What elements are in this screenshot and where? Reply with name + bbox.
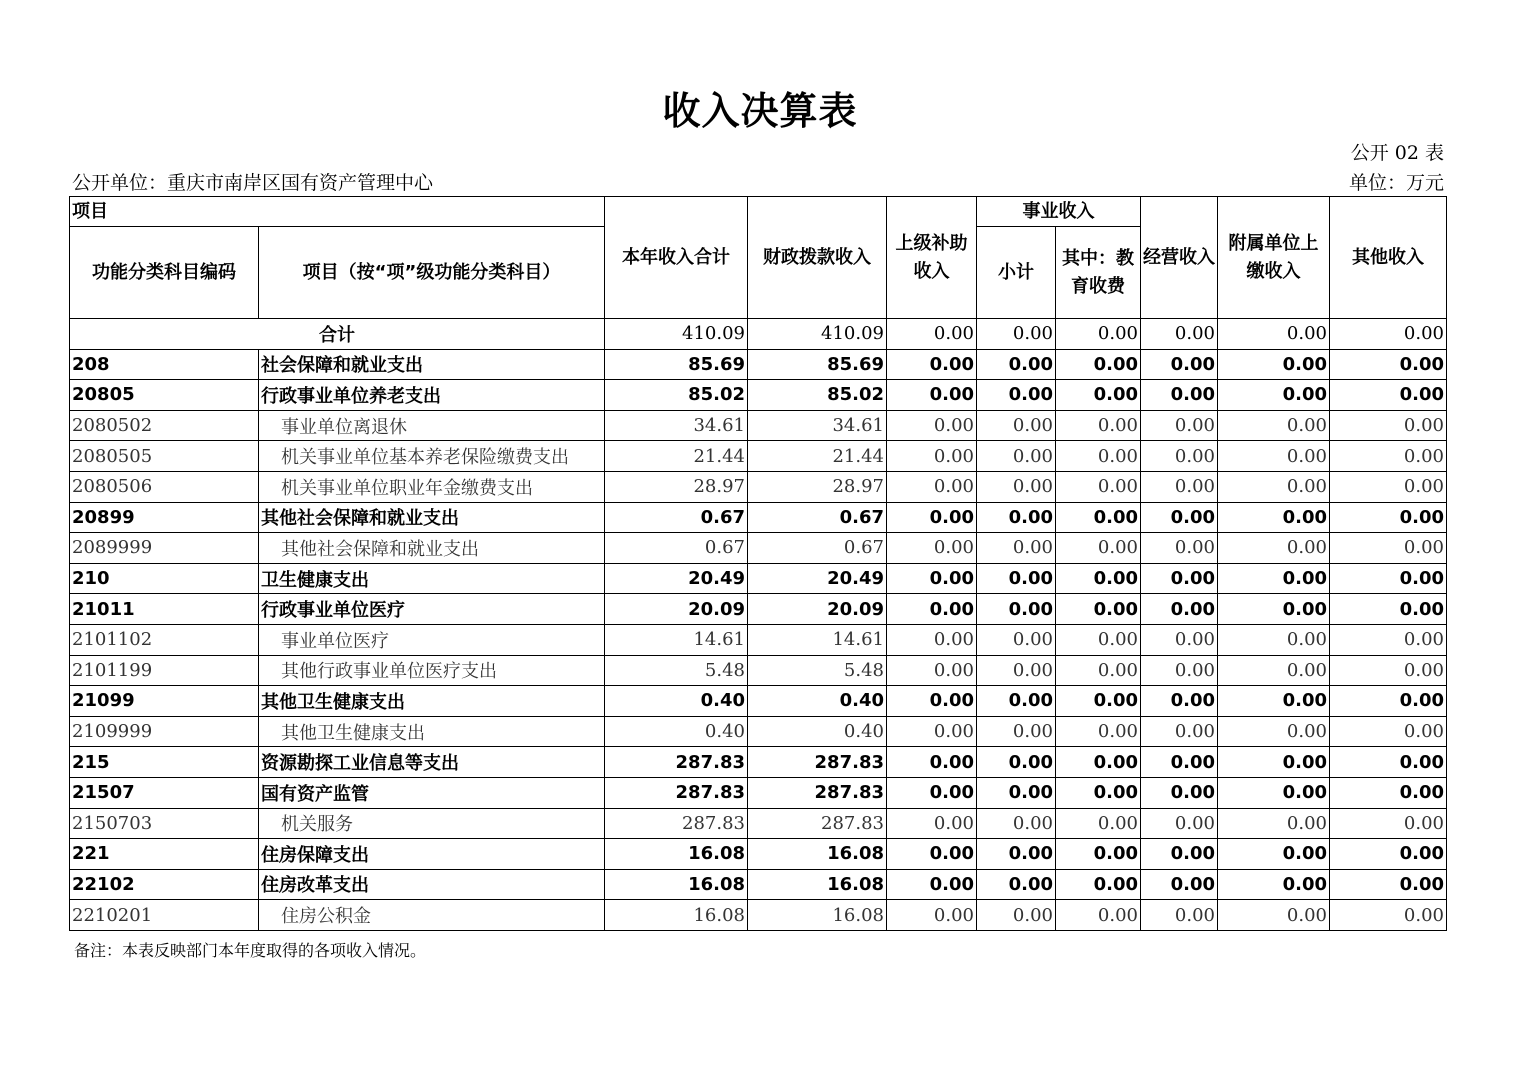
row-value: 0.00 xyxy=(1056,349,1141,380)
header-superior-subsidy: 上级补助收入 xyxy=(887,197,977,319)
row-value: 0.00 xyxy=(1141,686,1218,717)
row-name: 国有资产监管 xyxy=(259,777,605,808)
row-value: 0.00 xyxy=(977,624,1056,655)
row-value: 0.00 xyxy=(887,839,977,870)
row-value: 0.00 xyxy=(977,471,1056,502)
currency-unit: 单位：万元 xyxy=(1348,172,1444,194)
row-name: 其他卫生健康支出 xyxy=(259,686,605,717)
table-row xyxy=(70,716,1447,747)
row-value: 0.00 xyxy=(1141,655,1218,686)
header-career-edu: 其中：教育收费 xyxy=(1056,227,1141,319)
row-value: 0.00 xyxy=(887,380,977,411)
row-value: 0.00 xyxy=(1056,808,1141,839)
row-code: 2210201 xyxy=(70,900,259,931)
row-code: 21507 xyxy=(70,777,259,808)
row-name: 机关服务 xyxy=(259,808,605,839)
row-value: 0.00 xyxy=(1330,502,1447,533)
row-value: 0.00 xyxy=(1330,808,1447,839)
row-value: 0.00 xyxy=(1056,777,1141,808)
row-value: 0.00 xyxy=(887,900,977,931)
row-value: 0.00 xyxy=(977,594,1056,625)
row-code: 2150703 xyxy=(70,808,259,839)
row-name: 机关事业单位基本养老保险缴费支出 xyxy=(259,441,605,472)
row-value: 0.00 xyxy=(1141,563,1218,594)
row-value: 0.00 xyxy=(1056,563,1141,594)
row-value: 0.00 xyxy=(1141,533,1218,564)
row-value: 0.67 xyxy=(605,502,748,533)
row-value: 0.00 xyxy=(977,349,1056,380)
row-value: 0.00 xyxy=(1056,471,1141,502)
row-value: 0.40 xyxy=(748,716,887,747)
row-value: 0.40 xyxy=(605,716,748,747)
row-code: 221 xyxy=(70,839,259,870)
header-affiliated: 附属单位上缴收入 xyxy=(1218,197,1330,319)
row-value: 0.00 xyxy=(1330,777,1447,808)
row-value: 0.00 xyxy=(1141,900,1218,931)
row-value: 0.00 xyxy=(1218,624,1330,655)
row-value: 0.00 xyxy=(887,869,977,900)
row-value: 0.00 xyxy=(1141,380,1218,411)
row-value: 0.00 xyxy=(1218,533,1330,564)
row-value: 0.00 xyxy=(1330,686,1447,717)
footnote: 备注：本表反映部门本年度取得的各项收入情况。 xyxy=(74,941,427,960)
row-value: 16.08 xyxy=(605,869,748,900)
row-value: 0.00 xyxy=(977,900,1056,931)
row-value: 0.00 xyxy=(1218,869,1330,900)
total-cell: 0.00 xyxy=(887,319,977,350)
row-value: 0.67 xyxy=(748,533,887,564)
row-value: 0.00 xyxy=(1056,441,1141,472)
row-value: 0.00 xyxy=(1056,502,1141,533)
row-value: 0.00 xyxy=(1141,808,1218,839)
table-row xyxy=(70,747,1447,778)
row-value: 287.83 xyxy=(748,777,887,808)
row-value: 0.67 xyxy=(748,502,887,533)
row-value: 287.83 xyxy=(605,777,748,808)
row-code: 2101102 xyxy=(70,624,259,655)
row-value: 0.00 xyxy=(1218,716,1330,747)
row-value: 0.00 xyxy=(1056,900,1141,931)
total-cell: 0.00 xyxy=(1056,319,1141,350)
row-value: 16.08 xyxy=(748,839,887,870)
table-row xyxy=(70,839,1447,870)
row-code: 210 xyxy=(70,563,259,594)
row-value: 0.00 xyxy=(1218,839,1330,870)
header-name: 项目（按“项”级功能分类科目） xyxy=(259,227,605,319)
row-value: 0.00 xyxy=(977,655,1056,686)
table-row xyxy=(70,533,1447,564)
row-value: 0.40 xyxy=(748,686,887,717)
row-value: 28.97 xyxy=(605,471,748,502)
row-value: 0.00 xyxy=(1218,594,1330,625)
table-row xyxy=(70,349,1447,380)
row-value: 0.00 xyxy=(1218,686,1330,717)
row-value: 16.08 xyxy=(748,869,887,900)
row-name: 其他社会保障和就业支出 xyxy=(259,533,605,564)
row-value: 0.00 xyxy=(1218,747,1330,778)
table-row xyxy=(70,869,1447,900)
row-code: 2089999 xyxy=(70,533,259,564)
row-value: 0.00 xyxy=(1330,349,1447,380)
reporting-unit: 公开单位：重庆市南岸区国有资产管理中心 xyxy=(72,172,434,194)
row-name: 社会保障和就业支出 xyxy=(259,349,605,380)
header-career-subtotal: 小计 xyxy=(977,227,1056,319)
row-value: 0.00 xyxy=(887,808,977,839)
row-code: 208 xyxy=(70,349,259,380)
row-code: 2080505 xyxy=(70,441,259,472)
row-value: 0.00 xyxy=(1330,594,1447,625)
row-value: 20.09 xyxy=(605,594,748,625)
row-value: 0.00 xyxy=(1056,380,1141,411)
row-value: 0.00 xyxy=(1056,624,1141,655)
total-cell: 410.09 xyxy=(748,319,887,350)
row-value: 20.09 xyxy=(748,594,887,625)
row-name: 卫生健康支出 xyxy=(259,563,605,594)
row-value: 0.00 xyxy=(887,747,977,778)
row-value: 0.00 xyxy=(977,380,1056,411)
row-name: 机关事业单位职业年金缴费支出 xyxy=(259,471,605,502)
row-value: 0.00 xyxy=(1218,380,1330,411)
header-row-1 xyxy=(70,197,1447,227)
row-value: 5.48 xyxy=(748,655,887,686)
header-total-income: 本年收入合计 xyxy=(605,197,748,319)
row-value: 0.00 xyxy=(1330,563,1447,594)
row-value: 0.00 xyxy=(977,533,1056,564)
row-value: 0.00 xyxy=(887,502,977,533)
header-fiscal: 财政拨款收入 xyxy=(748,197,887,319)
report-title: 收入决算表 xyxy=(662,89,858,133)
row-value: 0.00 xyxy=(1218,777,1330,808)
row-code: 21011 xyxy=(70,594,259,625)
row-name: 事业单位离退休 xyxy=(259,410,605,441)
row-value: 20.49 xyxy=(605,563,748,594)
row-value: 21.44 xyxy=(605,441,748,472)
table-row xyxy=(70,624,1447,655)
row-value: 0.00 xyxy=(1056,747,1141,778)
table-row xyxy=(70,410,1447,441)
row-value: 0.00 xyxy=(1056,839,1141,870)
row-code: 2080506 xyxy=(70,471,259,502)
row-value: 0.00 xyxy=(1330,839,1447,870)
row-value: 0.00 xyxy=(887,349,977,380)
row-value: 34.61 xyxy=(748,410,887,441)
row-value: 287.83 xyxy=(605,747,748,778)
row-value: 85.02 xyxy=(605,380,748,411)
row-value: 85.69 xyxy=(605,349,748,380)
row-value: 0.00 xyxy=(1330,900,1447,931)
form-number: 公开 02 表 xyxy=(1350,142,1444,164)
row-value: 0.00 xyxy=(1056,716,1141,747)
row-value: 0.00 xyxy=(1056,655,1141,686)
row-value: 0.00 xyxy=(887,655,977,686)
row-value: 0.00 xyxy=(1056,686,1141,717)
row-value: 0.00 xyxy=(887,533,977,564)
row-value: 0.00 xyxy=(887,624,977,655)
row-value: 0.00 xyxy=(887,686,977,717)
row-value: 0.00 xyxy=(1141,624,1218,655)
row-value: 0.00 xyxy=(1056,869,1141,900)
table-row xyxy=(70,594,1447,625)
row-value: 0.00 xyxy=(1330,747,1447,778)
row-value: 0.00 xyxy=(1330,441,1447,472)
row-value: 0.00 xyxy=(1141,471,1218,502)
row-name: 行政事业单位养老支出 xyxy=(259,380,605,411)
table-row xyxy=(70,563,1447,594)
row-value: 0.00 xyxy=(1330,471,1447,502)
row-value: 0.00 xyxy=(1141,410,1218,441)
row-code: 2109999 xyxy=(70,716,259,747)
row-value: 287.83 xyxy=(748,747,887,778)
row-value: 85.69 xyxy=(748,349,887,380)
row-value: 287.83 xyxy=(605,808,748,839)
row-value: 20.49 xyxy=(748,563,887,594)
row-name: 行政事业单位医疗 xyxy=(259,594,605,625)
row-value: 0.00 xyxy=(1330,380,1447,411)
row-value: 0.00 xyxy=(977,716,1056,747)
table-row xyxy=(70,380,1447,411)
row-value: 0.00 xyxy=(1330,716,1447,747)
total-cell: 410.09 xyxy=(605,319,748,350)
header-code: 功能分类科目编码 xyxy=(70,227,259,319)
row-value: 0.00 xyxy=(977,747,1056,778)
row-code: 20805 xyxy=(70,380,259,411)
row-name: 资源勘探工业信息等支出 xyxy=(259,747,605,778)
row-value: 16.08 xyxy=(748,900,887,931)
row-value: 0.00 xyxy=(1141,349,1218,380)
row-value: 0.00 xyxy=(977,502,1056,533)
row-value: 0.00 xyxy=(1141,594,1218,625)
row-value: 0.00 xyxy=(1141,502,1218,533)
row-value: 0.00 xyxy=(1218,471,1330,502)
row-value: 0.00 xyxy=(1218,410,1330,441)
row-value: 0.00 xyxy=(977,777,1056,808)
income-table xyxy=(69,196,1447,931)
row-value: 0.00 xyxy=(887,410,977,441)
row-value: 0.00 xyxy=(977,808,1056,839)
total-cell: 0.00 xyxy=(1218,319,1330,350)
row-value: 0.00 xyxy=(887,716,977,747)
row-code: 2080502 xyxy=(70,410,259,441)
table-row xyxy=(70,808,1447,839)
row-name: 住房公积金 xyxy=(259,900,605,931)
total-cell: 0.00 xyxy=(1141,319,1218,350)
row-value: 5.48 xyxy=(605,655,748,686)
header-career-group: 事业收入 xyxy=(977,197,1141,227)
row-value: 0.00 xyxy=(1218,349,1330,380)
row-value: 0.00 xyxy=(977,441,1056,472)
header-other: 其他收入 xyxy=(1330,197,1447,319)
row-value: 0.00 xyxy=(977,869,1056,900)
row-value: 0.00 xyxy=(1056,594,1141,625)
row-name: 事业单位医疗 xyxy=(259,624,605,655)
table-row xyxy=(70,655,1447,686)
table-row xyxy=(70,900,1447,931)
row-value: 0.00 xyxy=(1056,533,1141,564)
row-value: 0.00 xyxy=(1218,808,1330,839)
table-row xyxy=(70,686,1447,717)
row-code: 21099 xyxy=(70,686,259,717)
row-value: 0.00 xyxy=(977,686,1056,717)
row-value: 28.97 xyxy=(748,471,887,502)
table-row xyxy=(70,441,1447,472)
row-value: 0.67 xyxy=(605,533,748,564)
row-value: 0.00 xyxy=(1218,502,1330,533)
row-value: 0.00 xyxy=(887,471,977,502)
row-code: 2101199 xyxy=(70,655,259,686)
row-value: 0.00 xyxy=(1218,563,1330,594)
row-value: 287.83 xyxy=(748,808,887,839)
header-operating: 经营收入 xyxy=(1141,197,1218,319)
row-value: 0.00 xyxy=(1141,839,1218,870)
row-value: 0.00 xyxy=(1141,716,1218,747)
total-row xyxy=(70,319,1447,350)
row-name: 住房改革支出 xyxy=(259,869,605,900)
row-value: 14.61 xyxy=(605,624,748,655)
row-code: 20899 xyxy=(70,502,259,533)
row-value: 0.00 xyxy=(887,594,977,625)
row-value: 0.00 xyxy=(977,839,1056,870)
row-value: 21.44 xyxy=(748,441,887,472)
row-value: 0.00 xyxy=(1330,624,1447,655)
row-value: 0.00 xyxy=(1330,869,1447,900)
total-label: 合计 xyxy=(70,319,605,350)
row-value: 85.02 xyxy=(748,380,887,411)
row-value: 0.00 xyxy=(1218,900,1330,931)
row-value: 0.00 xyxy=(1056,410,1141,441)
row-value: 14.61 xyxy=(748,624,887,655)
row-name: 其他卫生健康支出 xyxy=(259,716,605,747)
table-row xyxy=(70,502,1447,533)
header-project: 项目 xyxy=(70,197,605,227)
row-value: 0.00 xyxy=(977,410,1056,441)
row-value: 16.08 xyxy=(605,839,748,870)
row-name: 住房保障支出 xyxy=(259,839,605,870)
table-row xyxy=(70,777,1447,808)
row-value: 0.00 xyxy=(1141,747,1218,778)
row-value: 34.61 xyxy=(605,410,748,441)
row-code: 215 xyxy=(70,747,259,778)
row-value: 0.00 xyxy=(887,777,977,808)
row-code: 22102 xyxy=(70,869,259,900)
table-row xyxy=(70,471,1447,502)
row-value: 0.00 xyxy=(1330,655,1447,686)
row-name: 其他社会保障和就业支出 xyxy=(259,502,605,533)
row-value: 0.00 xyxy=(1141,441,1218,472)
row-value: 0.00 xyxy=(887,441,977,472)
row-value: 0.00 xyxy=(1330,533,1447,564)
row-value: 0.00 xyxy=(1218,441,1330,472)
row-value: 0.00 xyxy=(977,563,1056,594)
row-value: 0.00 xyxy=(1141,777,1218,808)
row-name: 其他行政事业单位医疗支出 xyxy=(259,655,605,686)
row-value: 0.00 xyxy=(1330,410,1447,441)
total-cell: 0.00 xyxy=(1330,319,1447,350)
row-value: 0.00 xyxy=(1218,655,1330,686)
row-value: 16.08 xyxy=(605,900,748,931)
row-value: 0.40 xyxy=(605,686,748,717)
row-value: 0.00 xyxy=(1141,869,1218,900)
total-cell: 0.00 xyxy=(977,319,1056,350)
row-value: 0.00 xyxy=(887,563,977,594)
